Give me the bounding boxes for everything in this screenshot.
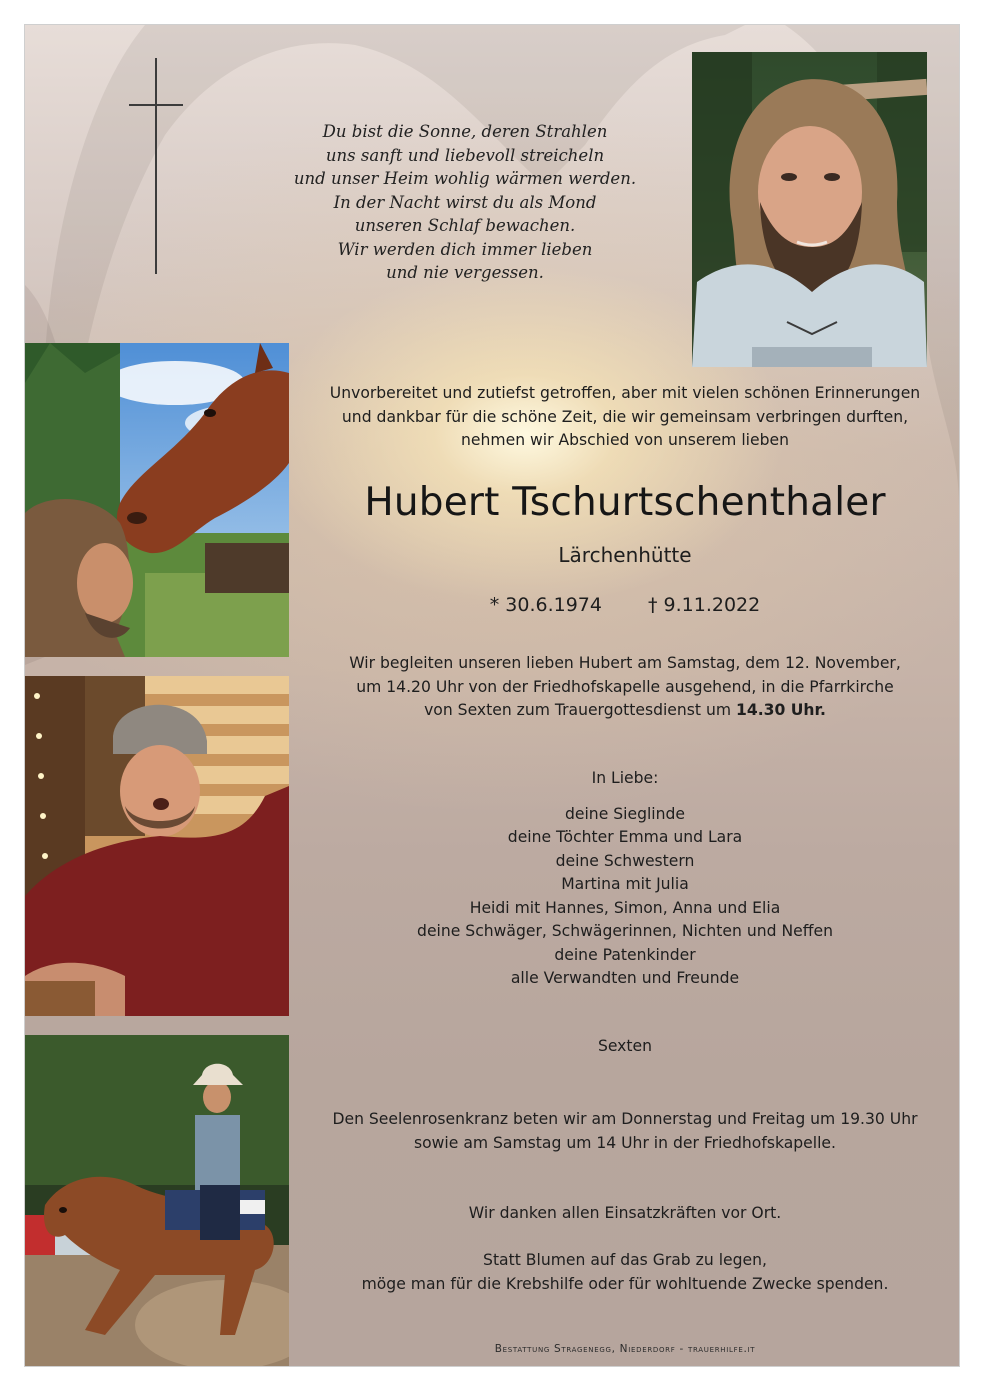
intro-line: nehmen wir Abschied von unserem lieben	[461, 431, 789, 449]
poem-line: Du bist die Sonne, deren Strahlen	[322, 122, 608, 141]
mourner-line: deine Schwäger, Schwägerinnen, Nichten und Neffen	[417, 922, 833, 940]
funeral-home-footer: Bestattung Stragenegg, Niederdorf - trauerhilfe.it	[494, 1343, 756, 1355]
mourners-list	[375, 767, 875, 991]
intro-line: Unvorbereitet und zutiefst getroffen, aber mit vielen schönen Erinnerungen	[329, 384, 921, 402]
portrait-photo	[692, 52, 927, 367]
poem-line: uns sanft und liebevoll streicheln	[325, 145, 605, 165]
mourner-line: deine Sieglinde	[564, 804, 686, 823]
death-date: † 9.11.2022	[648, 594, 761, 616]
donation-line: möge man für die Krebshilfe oder für wohltuende Zwecke spenden.	[361, 1274, 889, 1293]
deceased-name: Hubert Tschurtschenthaler	[364, 480, 886, 525]
funeral-line-text: von Sexten zum Trauergottesdienst um	[424, 701, 737, 719]
rosary-line: Den Seelenrosenkranz beten wir am Donnerstag und Freitag um 19.30 Uhr	[332, 1110, 918, 1128]
mourner-line: deine Schwestern	[555, 851, 695, 870]
mourner-line: Martina mit Julia	[561, 875, 689, 893]
man-in-cabin-photo	[25, 676, 289, 1016]
thanks-text: Wir danken allen Einsatzkräften vor Ort.	[468, 1204, 782, 1222]
poem-line: und unser Heim wohlig wärmen werden.	[293, 169, 637, 188]
funeral-time: 14.30 Uhr.	[736, 701, 826, 719]
birth-date: * 30.6.1974	[489, 594, 602, 616]
man-with-horse-photo	[25, 343, 289, 657]
obituary-card	[24, 24, 960, 1367]
horse-rider-photo	[25, 1035, 289, 1367]
mourner-line: Heidi mit Hannes, Simon, Anna und Elia	[469, 898, 781, 917]
rosary-line: sowie am Samstag um 14 Uhr in der Friedhofskapelle.	[414, 1133, 836, 1152]
donation-note	[299, 1249, 951, 1296]
poem-line: Wir werden dich immer lieben	[337, 239, 593, 259]
mourner-line: deine Töchter Emma und Lara	[507, 828, 743, 846]
poem-line: In der Nacht wirst du als Mond	[333, 192, 597, 212]
funeral-info	[305, 652, 945, 723]
village: Sexten	[597, 1037, 653, 1055]
mourner-line: alle Verwandten und Freunde	[510, 969, 740, 987]
mourners-heading: In Liebe:	[591, 769, 659, 787]
poem-line: unseren Schlaf bewachen.	[354, 216, 576, 235]
intro-text	[299, 382, 951, 453]
rosary-info	[299, 1108, 951, 1155]
intro-line: und dankbar für die schöne Zeit, die wir gemeinsam verbringen durften,	[341, 407, 909, 426]
funeral-line: um 14.20 Uhr von der Friedhofskapelle ausgehend, in die Pfarrkirche	[356, 677, 894, 696]
poem	[275, 120, 655, 285]
funeral-line	[305, 699, 945, 723]
mourner-line: deine Patenkinder	[554, 945, 696, 964]
donation-line: Statt Blumen auf das Grab zu legen,	[483, 1251, 767, 1269]
poem-line: und nie vergessen.	[386, 263, 544, 282]
deceased-place: Lärchenhütte	[558, 543, 692, 567]
funeral-line: Wir begleiten unseren lieben Hubert am Samstag, dem 12. November,	[349, 654, 901, 672]
life-dates	[445, 591, 805, 619]
